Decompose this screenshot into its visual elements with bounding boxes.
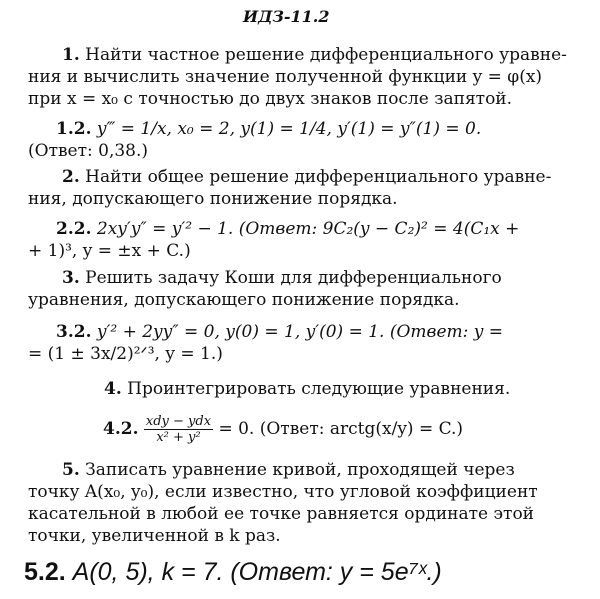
task-2-line-1 — [62, 166, 551, 188]
task-3-text-1: Решить задачу Коши для дифференциального — [85, 268, 502, 288]
problem-2-2-line-1 — [56, 218, 519, 240]
problem-5-2-number: 5.2. — [24, 558, 66, 586]
fraction-numerator: xdy − ydx — [145, 414, 212, 429]
task-5-line-1 — [62, 459, 515, 481]
task-5-text-3: касательной в любой ее точке равняется ординате этой — [28, 504, 535, 524]
task-3-line-1 — [62, 267, 502, 289]
task-4-line — [104, 378, 510, 400]
task-2-number: 2. — [62, 167, 80, 187]
task-3-text-2: уравнения, допускающего понижение порядка. — [28, 290, 460, 310]
problem-2-2-number: 2.2. — [56, 219, 92, 239]
task-5-number: 5. — [62, 460, 80, 480]
problem-2-2-answer: + 1)³, y = ±x + C.) — [28, 241, 191, 261]
problem-3-2-line-1 — [56, 321, 503, 343]
fraction-denominator: x² + y² — [156, 430, 201, 445]
task-5-text-2: точку A(x₀, y₀), если известно, что угловой коэффициент — [28, 482, 538, 502]
problem-4-2-number: 4.2. — [103, 419, 139, 439]
problem-1-2-line-1 — [56, 118, 481, 140]
problem-1-2-number: 1.2. — [56, 119, 92, 139]
problem-1-2-equation: y‴ = 1/x, x₀ = 2, y(1) = 1/4, y′(1) = y″(1) = 0. — [96, 119, 482, 139]
task-3-number: 3. — [62, 268, 80, 288]
task-4-text: Проинтегрировать следующие уравнения. — [127, 379, 511, 399]
task-1-text-1: Найти частное решение дифференциального уравне- — [85, 45, 567, 65]
problem-3-2-answer: = (1 ± 3x/2)²ᐟ³, y = 1.) — [28, 344, 223, 364]
task-2-text-1: Найти общее решение дифференциального уравне- — [85, 167, 552, 187]
problem-2-2-equation: 2xy′y″ = y′² − 1. (Ответ: 9C₂(y − C₂)² = 4(C₁x + — [96, 219, 520, 239]
task-2-text-2: ния, допускающего понижение порядка. — [28, 189, 398, 209]
document-title: ИДЗ-11.2 — [243, 7, 330, 26]
task-4-number: 4. — [104, 379, 122, 399]
problem-4-2-rest: = 0. (Ответ: arctg(x/y) = C.) — [218, 419, 464, 439]
problem-5-2-line — [24, 557, 442, 587]
task-1-text-2: ния и вычислить значение полученной функции y = φ(x) — [28, 67, 543, 87]
task-5-text-1: Записать уравнение кривой, проходящей через — [85, 460, 515, 480]
task-1-line-1 — [62, 44, 567, 66]
problem-1-2-answer: (Ответ: 0,38.) — [28, 141, 149, 161]
problem-5-2-text: A(0, 5), k = 7. (Ответ: y = 5e⁷ˣ.) — [72, 558, 442, 586]
task-5-text-4: точки, увеличенной в k раз. — [28, 526, 281, 546]
problem-3-2-number: 3.2. — [56, 322, 92, 342]
problem-4-2-line — [103, 414, 463, 445]
problem-4-2-fraction — [144, 414, 213, 445]
problem-3-2-equation: y′² + 2yy″ = 0, y(0) = 1, y′(0) = 1. (Ответ: y = — [96, 322, 504, 342]
task-1-number: 1. — [62, 45, 80, 65]
task-1-text-3: при x = x₀ с точностью до двух знаков после запятой. — [28, 89, 513, 109]
